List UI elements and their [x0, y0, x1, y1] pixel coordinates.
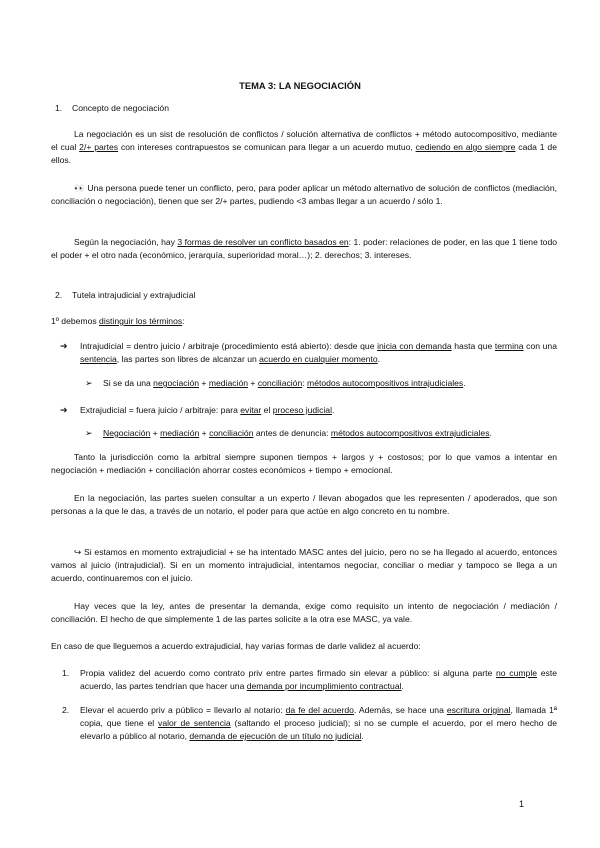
section-number: 2. [55, 290, 63, 300]
section-number: 1. [55, 103, 63, 113]
paragraph: Hay veces que la ley, antes de presentar la demanda, exige como requisito un intento de negociación / mediación / conciliación. El hecho de que simplemente 1 de las partes solicite a la otra ese MASC, ya vale. [51, 601, 557, 624]
underlined-text: 3 formas de resolver un conflicto basados en [177, 237, 349, 247]
numbered-item [80, 667, 557, 693]
text: + [248, 378, 258, 388]
underlined-text: acuerdo en cualquier momento [259, 353, 378, 364]
text: + [150, 428, 161, 438]
underlined-text: da fe del acuerdo [285, 705, 354, 715]
text: Según la negociación, hay [74, 237, 178, 247]
text: : [302, 378, 308, 388]
section-title: Concepto de negociación [72, 103, 169, 113]
underlined-text: inicia con demanda [377, 341, 452, 351]
text: Extrajudicial = fuera juicio / arbitraje: para [80, 405, 241, 415]
paragraph [51, 182, 557, 208]
bullet-item-extrajudicial [80, 404, 557, 417]
underlined-text: escritura original [446, 705, 511, 715]
list-number: 1. [62, 668, 70, 678]
text: hasta que [451, 341, 495, 351]
underlined-text: métodos autocompositivos extrajudiciales [330, 428, 490, 438]
arrow-bullet-icon: ➔ [60, 341, 68, 351]
paragraph [51, 236, 557, 262]
section-2-heading [55, 289, 195, 302]
underlined-text: termina [494, 341, 524, 351]
text: Si se da una [103, 378, 154, 388]
underlined-text: 2/+ partes [79, 141, 119, 152]
page-number: 1 [518, 799, 524, 809]
text: . [377, 353, 381, 364]
underlined-text: demanda por incumplimiento contractual [246, 680, 402, 691]
text: este acuerdo, las partes tendrían que hacer una [80, 668, 557, 691]
paragraph: Tanto la jurisdicción como la arbitral siempre suponen tiempos + largos y + costosos; por lo que vamos a intentar en negociación + mediación + conciliación ahorrar costes económicos + tiempo + emocional. [51, 452, 557, 475]
text: . [463, 378, 466, 388]
triangle-bullet-icon: ➢ [85, 378, 93, 388]
paragraph: ↪ Si estamos en momento extrajudicial + se ha intentado MASC antes del juicio, pero no se ha llegado al acuerdo, entonces vamos al juicio (intrajudicial). Si en un momento intrajudicial, intentamos negociar, conciliar o mediar y tampoco se llega a un acuerdo, continuaremos con el juicio. [51, 547, 557, 583]
text: Propia validez del acuerdo como contrato priv entre partes firmado sin elevar a público: si alguna parte [80, 668, 497, 678]
text: , las partes son libres de alcanzar un [116, 353, 260, 364]
text: . [361, 730, 364, 741]
text: . [489, 428, 492, 438]
underlined-text: Negociación [103, 428, 151, 438]
bullet-item-intrajudicial [80, 340, 557, 366]
text: (saltando el proceso judicial); si no se cumple el acuerdo, por el mero hecho de elevarlo a público al notario, [80, 717, 557, 741]
underlined-text: cediendo en algo siempre [415, 141, 516, 152]
triangle-bullet-icon: ➢ [85, 428, 93, 438]
sub-bullet-item [103, 377, 557, 390]
document-title: TEMA 3: LA NEGOCIACIÓN [239, 80, 361, 91]
text: + [199, 378, 209, 388]
text: . [331, 405, 335, 415]
arrow-bullet-icon: ➔ [60, 405, 68, 415]
underlined-text: negociación [153, 378, 200, 388]
text: antes de denuncia: [253, 428, 331, 438]
underlined-text: mediación [160, 428, 200, 438]
numbered-item [80, 704, 557, 743]
text: el [261, 405, 273, 415]
text: cada 1 de ellos. [51, 141, 557, 165]
text: + [199, 428, 210, 438]
text: con una [523, 341, 557, 351]
underlined-text: mediación [208, 378, 249, 388]
underlined-text: proceso judicial [272, 405, 332, 415]
underlined-text: conciliación [209, 428, 254, 438]
paragraph [51, 315, 557, 328]
underlined-text: valor de sentencia [158, 717, 231, 728]
text: Intrajudicial = dentro juicio / arbitraje (procedimiento está abierto): desde que [80, 341, 378, 351]
underlined-text: sentencia [80, 353, 117, 364]
paragraph: En caso de que lleguemos a acuerdo extrajudicial, hay varias formas de darle validez al acuerdo: [51, 641, 421, 651]
underlined-text: demanda de ejecución de un título no judicial [189, 730, 362, 741]
text: con intereses contrapuestos se comunican para llegar a un acuerdo mutuo, [118, 141, 416, 152]
eyes-icon: 👀 [74, 183, 85, 193]
text: , llamada 1ª copia, que tiene el [80, 705, 557, 728]
sub-bullet-item [103, 427, 557, 440]
text: . Además, se hace una [353, 705, 447, 715]
text: : [182, 316, 185, 326]
underlined-text: métodos autocompositivos intrajudiciales [307, 378, 464, 388]
paragraph [51, 128, 557, 167]
underlined-text: evitar [240, 405, 262, 415]
underlined-text: distinguir los términos [99, 316, 183, 326]
paragraph: En la negociación, las partes suelen consultar a un experto / llevan abogados que les representen / apoderados, que son personas a la que le das, a través de un notario, el poder para que actúe en algo concreto en tu nombre. [51, 493, 557, 516]
text: 1º debemos [51, 316, 100, 326]
text: Elevar el acuerdo priv a público = llevarlo al notario: [80, 705, 286, 715]
text: La negociación es un sist de resolución de conflictos / solución alternativa de conflictos + método autocompositivo, mediante el cual [51, 129, 557, 152]
underlined-text: conciliación [257, 378, 303, 388]
section-title: Tutela intrajudicial y extrajudicial [72, 290, 196, 300]
underlined-text: no cumple [496, 668, 538, 678]
text: : 1. poder: relaciones de poder, en las que 1 tiene todo el poder + el otro nada (económico, jerarquía, superioridad moral…); 2. derechos; 3. intereses. [51, 237, 558, 260]
text: . [401, 680, 404, 691]
section-1-heading [55, 102, 169, 115]
text: Una persona puede tener un conflicto, pero, para poder aplicar un método alternativo de solución de conflictos (mediación, conciliación o negociación), tienen que ser 2/+ partes, pudiendo <3 ambas llegar a un acuerdo / sólo 1. [51, 183, 557, 206]
list-number: 2. [62, 705, 70, 715]
